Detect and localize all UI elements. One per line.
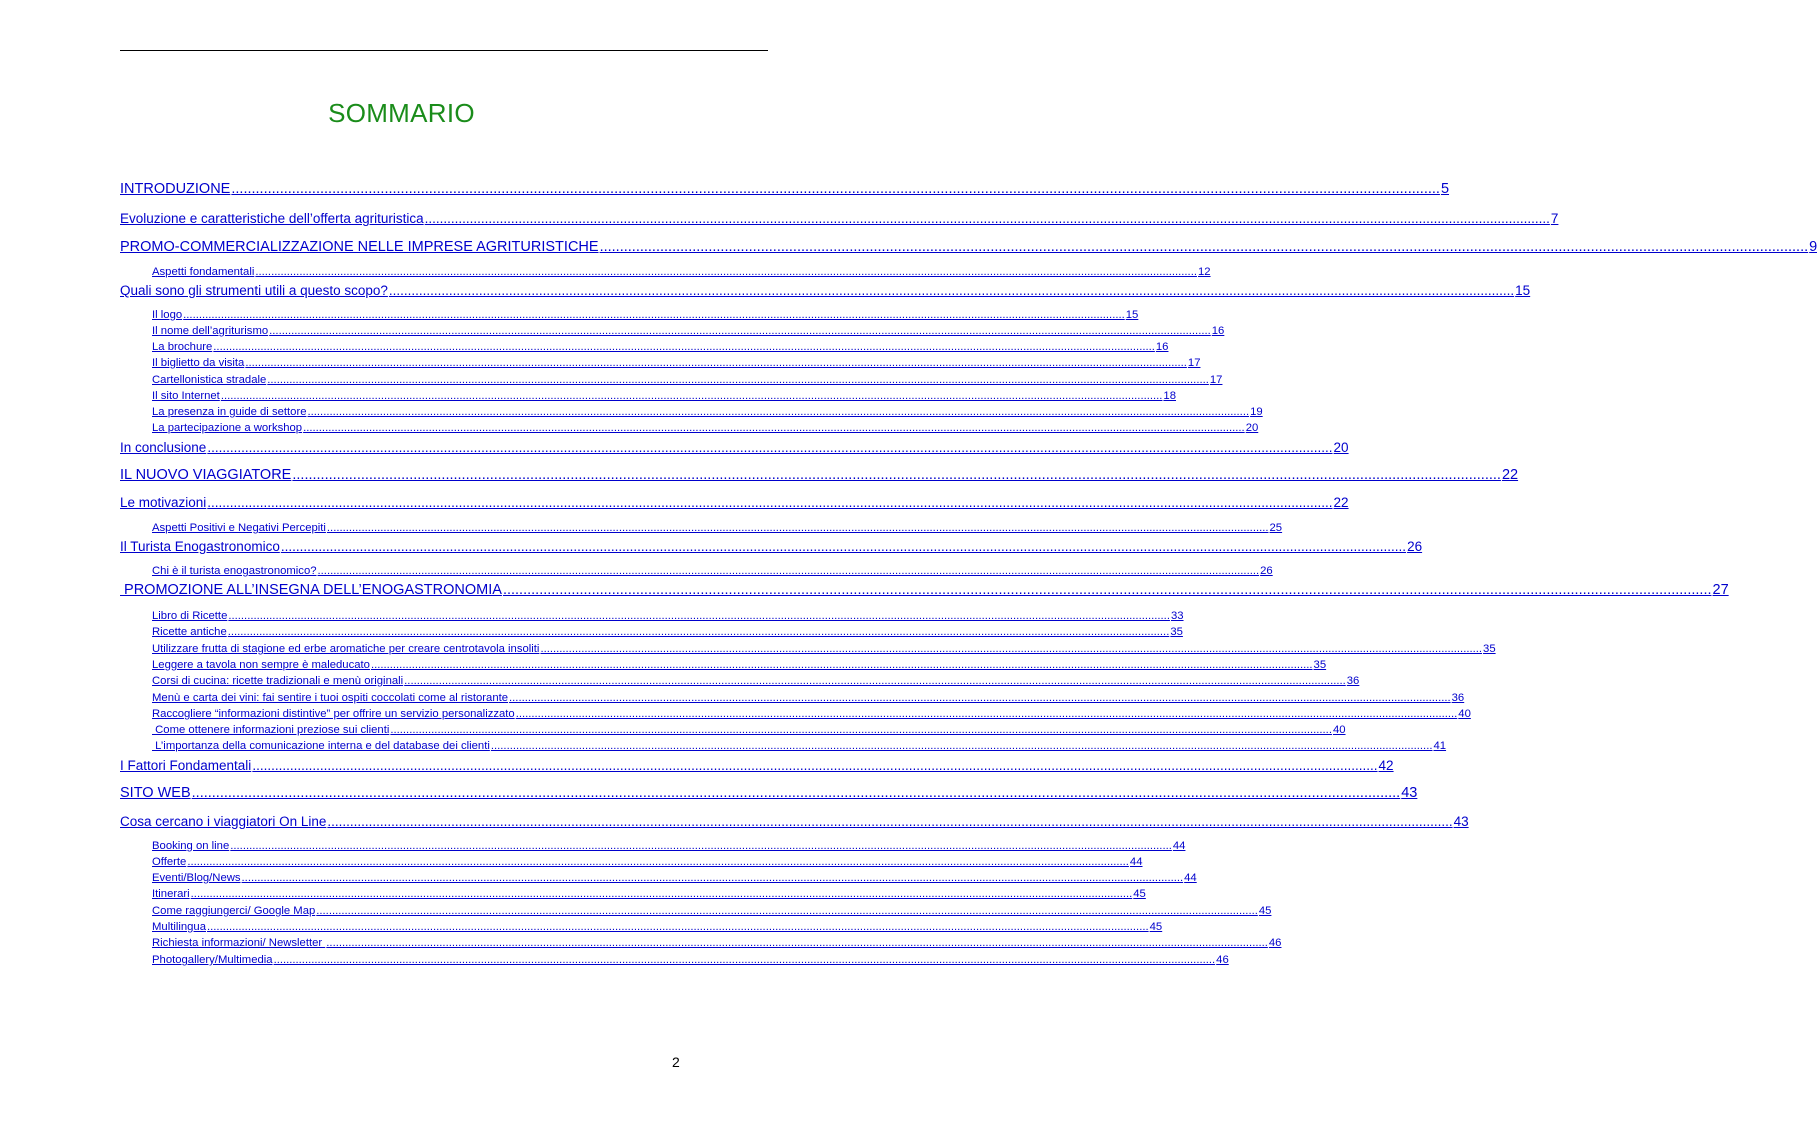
toc-leader: ............................................................................................................................................................................................................................................................................................................ [267,374,1209,386]
toc-entry-label: Multilingua [152,921,207,933]
toc-entry[interactable] [120,495,1349,510]
toc-entry[interactable] [152,610,1184,622]
toc-entry-page: 45 [1133,888,1146,900]
toc-entry[interactable] [152,888,1146,900]
toc-entry[interactable] [152,708,1471,720]
toc-entry-label: Raccogliere “informazioni distintive” per offrire un servizio personalizzato [152,708,515,720]
toc-entry[interactable] [120,539,1423,554]
toc-entry-label: Il biglietto da visita [152,357,245,369]
toc-entry-label: Come raggiungerci/ Google Map [152,905,316,917]
toc-entry-page: 35 [1483,643,1496,655]
toc-entry-label: Ricette antiche [152,626,227,638]
toc-entry-label: Quali sono gli strumenti utili a questo scopo? [120,283,388,298]
toc-leader: ............................................................................................................................................................................................................................................................................................................ [187,856,1129,868]
toc-entry[interactable] [152,643,1496,655]
toc-leader: ............................................................................................................................................................................................................................................................................................................ [227,626,1170,638]
toc-entry-page: 17 [1209,374,1223,386]
toc-entry-label: Il sito Internet [152,390,220,402]
toc-leader: ............................................................................................................................................................................................................................................................................................................ [190,888,1133,900]
toc-entry-page: 22 [1501,467,1519,483]
toc-entry-page: 15 [1125,309,1139,321]
toc-entry-label: La brochure [152,341,213,353]
toc-entry-page: 33 [1170,610,1184,622]
toc-entry[interactable] [152,937,1282,949]
toc-leader: ............................................................................................................................................................................................................................................................................................................ [388,283,1515,298]
toc-entry[interactable] [120,440,1349,455]
toc-leader: ............................................................................................................................................................................................................................................................................................................ [317,565,1260,577]
toc-entry-label: Come ottenere informazioni preziose sui clienti [152,724,390,736]
toc-entry[interactable] [152,374,1223,386]
toc-entry[interactable] [152,905,1272,917]
toc-entry-label: Itinerari [152,888,190,900]
toc-entry[interactable] [152,406,1263,418]
toc-entry-label: Booking on line [152,840,230,852]
toc-entry[interactable] [152,390,1176,402]
toc-leader: ............................................................................................................................................................................................................................................................................................................ [424,211,1550,226]
toc-entry-page: 17 [1187,357,1201,369]
toc-leader: ............................................................................................................................................................................................................................................................................................................ [404,675,1346,687]
toc-entry[interactable] [120,785,1418,801]
toc-entry-label: La presenza in guide di settore [152,406,307,418]
toc-leader: ............................................................................................................................................................................................................................................................................................................ [207,440,1333,455]
toc-entry-label: Corsi di cucina: ricette tradizionali e menù originali [152,675,404,687]
toc-leader: ............................................................................................................................................................................................................................................................................................................ [540,643,1483,655]
toc-entry[interactable] [120,814,1469,829]
toc-entry-page: 43 [1401,785,1418,801]
toc-entry-label: Chi è il turista enogastronomico? [152,565,317,577]
toc-entry[interactable] [120,239,1817,255]
toc-entry-page: 45 [1149,921,1163,933]
toc-leader: ............................................................................................................................................................................................................................................................................................................ [327,814,1453,829]
toc-entry[interactable] [152,341,1169,353]
toc-entry[interactable] [152,522,1283,534]
toc-entry-page: 15 [1515,283,1531,298]
toc-entry[interactable] [152,357,1201,369]
toc-leader: ............................................................................................................................................................................................................................................................................................................ [292,467,1501,483]
toc-entry[interactable] [152,840,1186,852]
toc-leader: ............................................................................................................................................................................................................................................................................................................ [207,495,1333,510]
toc-leader: ............................................................................................................................................................................................................................................................................................................ [280,539,1407,554]
toc-entry[interactable] [152,565,1273,577]
toc-entry[interactable] [152,921,1163,933]
toc-entry-label: Utilizzare frutta di stagione ed erbe aromatiche per creare centrotavola insoliti [152,643,540,655]
toc-entry[interactable] [120,283,1531,298]
toc-entry-label: Le motivazioni [120,495,207,510]
toc-entry-label: La partecipazione a workshop [152,422,303,434]
toc-entry-page: 46 [1268,937,1282,949]
toc-entry[interactable] [152,740,1447,752]
toc-entry-page: 46 [1216,954,1229,966]
toc-entry-label: I Fattori Fondamentali [120,758,252,773]
page-number: 2 [672,1054,680,1070]
toc-entry-page: 45 [1258,905,1272,917]
toc-leader: ............................................................................................................................................................................................................................................................................................................ [502,582,1712,598]
toc-entry-label: SITO WEB [120,785,191,801]
toc-leader: ............................................................................................................................................................................................................................................................................................................ [252,758,1378,773]
toc-entry[interactable] [152,675,1360,687]
toc-entry-page: 26 [1260,565,1273,577]
toc-entry-page: 42 [1378,758,1394,773]
toc-entry-page: 35 [1313,659,1327,671]
toc-entry-page: 19 [1250,406,1263,418]
toc-entry-page: 27 [1712,582,1729,598]
toc-leader: ............................................................................................................................................................................................................................................................................................................ [231,181,1440,197]
toc-entry[interactable] [120,211,1559,226]
toc-entry-label: IL NUOVO VIAGGIATORE [120,467,292,483]
toc-leader: ............................................................................................................................................................................................................................................................................................................ [515,708,1458,720]
toc-entry-page: 22 [1333,495,1349,510]
toc-entry-page: 36 [1346,675,1360,687]
toc-entry[interactable] [152,724,1346,736]
toc-leader: ............................................................................................................................................................................................................................................................................................................ [490,740,1433,752]
toc-entry-label: In conclusione [120,440,207,455]
toc-entry-label: Eventi/Blog/News [152,872,241,884]
toc-entry[interactable] [152,626,1183,638]
toc-entry-page: 26 [1407,539,1423,554]
toc-entry-page: 40 [1332,724,1346,736]
toc-leader: ............................................................................................................................................................................................................................................................................................................ [255,266,1197,278]
toc-entry[interactable] [152,872,1197,884]
toc-leader: ............................................................................................................................................................................................................................................................................................................ [207,921,1149,933]
toc-entry[interactable] [120,467,1519,483]
toc-entry-page: 5 [1440,181,1450,197]
toc-entry[interactable] [152,954,1229,966]
toc-entry-page: 44 [1172,840,1186,852]
toc-entry-page: 44 [1129,856,1143,868]
toc-entry-label: Cartellonistica stradale [152,374,267,386]
toc-leader: ............................................................................................................................................................................................................................................................................................................ [213,341,1155,353]
toc-entry-label: Il Turista Enogastronomico [120,539,280,554]
toc-entry[interactable] [152,422,1259,434]
toc-leader: ............................................................................................................................................................................................................................................................................................................ [599,239,1809,255]
toc-entry-label: PROMO-COMMERCIALIZZAZIONE NELLE IMPRESE AGRITURISTICHE [120,239,599,255]
toc-leader: ............................................................................................................................................................................................................................................................................................................ [228,610,1170,622]
toc-leader: ............................................................................................................................................................................................................................................................................................................ [241,872,1184,884]
toc-entry[interactable] [120,181,1450,197]
toc-entry-page: 25 [1269,522,1283,534]
header-rule [120,50,768,51]
toc-entry-page: 18 [1163,390,1176,402]
toc-leader: ............................................................................................................................................................................................................................................................................................................ [316,905,1258,917]
toc-entry[interactable] [152,856,1143,868]
toc-entry[interactable] [120,758,1394,773]
toc-entry-label: Offerte [152,856,187,868]
toc-leader: ............................................................................................................................................................................................................................................................................................................ [370,659,1313,671]
toc-entry-label: Cosa cercano i viaggiatori On Line [120,814,327,829]
toc-entry-page: 16 [1155,341,1169,353]
toc-entry-page: 40 [1458,708,1471,720]
toc-entry-label: Leggere a tavola non sempre è maleducato [152,659,370,671]
toc-entry-label: Aspetti fondamentali [152,266,255,278]
toc-leader: ............................................................................................................................................................................................................................................................................................................ [307,406,1250,418]
toc-leader: ............................................................................................................................................................................................................................................................................................................ [303,422,1245,434]
toc-entry[interactable] [152,692,1465,704]
toc-leader: ............................................................................................................................................................................................................................................................................................................ [220,390,1163,402]
toc-leader: ............................................................................................................................................................................................................................................................................................................ [245,357,1187,369]
toc-entry-label: Evoluzione e caratteristiche dell’offerta agrituristica [120,211,424,226]
toc-entry-page: 9 [1809,239,1817,255]
toc-entry-page: 44 [1184,872,1197,884]
toc-leader: ............................................................................................................................................................................................................................................................................................................ [269,325,1211,337]
toc-entry-label: Il logo [152,309,183,321]
toc-leader: ............................................................................................................................................................................................................................................................................................................ [230,840,1172,852]
toc-entry-label: Il nome dell’agriturismo [152,325,269,337]
toc-entry[interactable] [152,266,1211,278]
toc-entry-page: 12 [1197,266,1211,278]
toc-entry-label: PROMOZIONE ALL’INSEGNA DELL’ENOGASTRONOMIA [120,582,502,598]
toc-entry-page: 20 [1245,422,1259,434]
toc-entry-label: Menù e carta dei vini: fai sentire i tuoi ospiti coccolati come al ristorante [152,692,509,704]
toc-leader: ............................................................................................................................................................................................................................................................................................................ [326,522,1269,534]
toc-entry-page: 7 [1550,211,1559,226]
toc-leader: ............................................................................................................................................................................................................................................................................................................ [509,692,1451,704]
toc-entry-label: L’importanza della comunicazione interna e del database dei clienti [152,740,490,752]
toc-entry-page: 41 [1433,740,1447,752]
toc-entry[interactable] [120,582,1729,598]
toc-entry[interactable] [152,325,1225,337]
toc-entry-label: Libro di Ricette [152,610,228,622]
toc-entry-page: 36 [1451,692,1465,704]
toc-entry-label: Aspetti Positivi e Negativi Percepiti [152,522,326,534]
toc-entry[interactable] [152,309,1139,321]
toc-entry-label: INTRODUZIONE [120,181,231,197]
toc-entry-label: Richiesta informazioni/ Newsletter [152,937,326,949]
toc-entry-page: 20 [1333,440,1349,455]
toc-entry-page: 43 [1453,814,1469,829]
toc-leader: ............................................................................................................................................................................................................................................................................................................ [390,724,1332,736]
toc-leader: ............................................................................................................................................................................................................................................................................................................ [183,309,1125,321]
toc-entry-page: 35 [1170,626,1183,638]
toc-entry-label: Photogallery/Multimedia [152,954,273,966]
toc-leader: ............................................................................................................................................................................................................................................................................................................ [273,954,1216,966]
toc-entry[interactable] [152,659,1327,671]
toc-leader: ............................................................................................................................................................................................................................................................................................................ [326,937,1268,949]
toc-leader: ............................................................................................................................................................................................................................................................................................................ [191,785,1401,801]
toc-entry-page: 16 [1211,325,1225,337]
page-title: SOMMARIO [328,98,475,128]
